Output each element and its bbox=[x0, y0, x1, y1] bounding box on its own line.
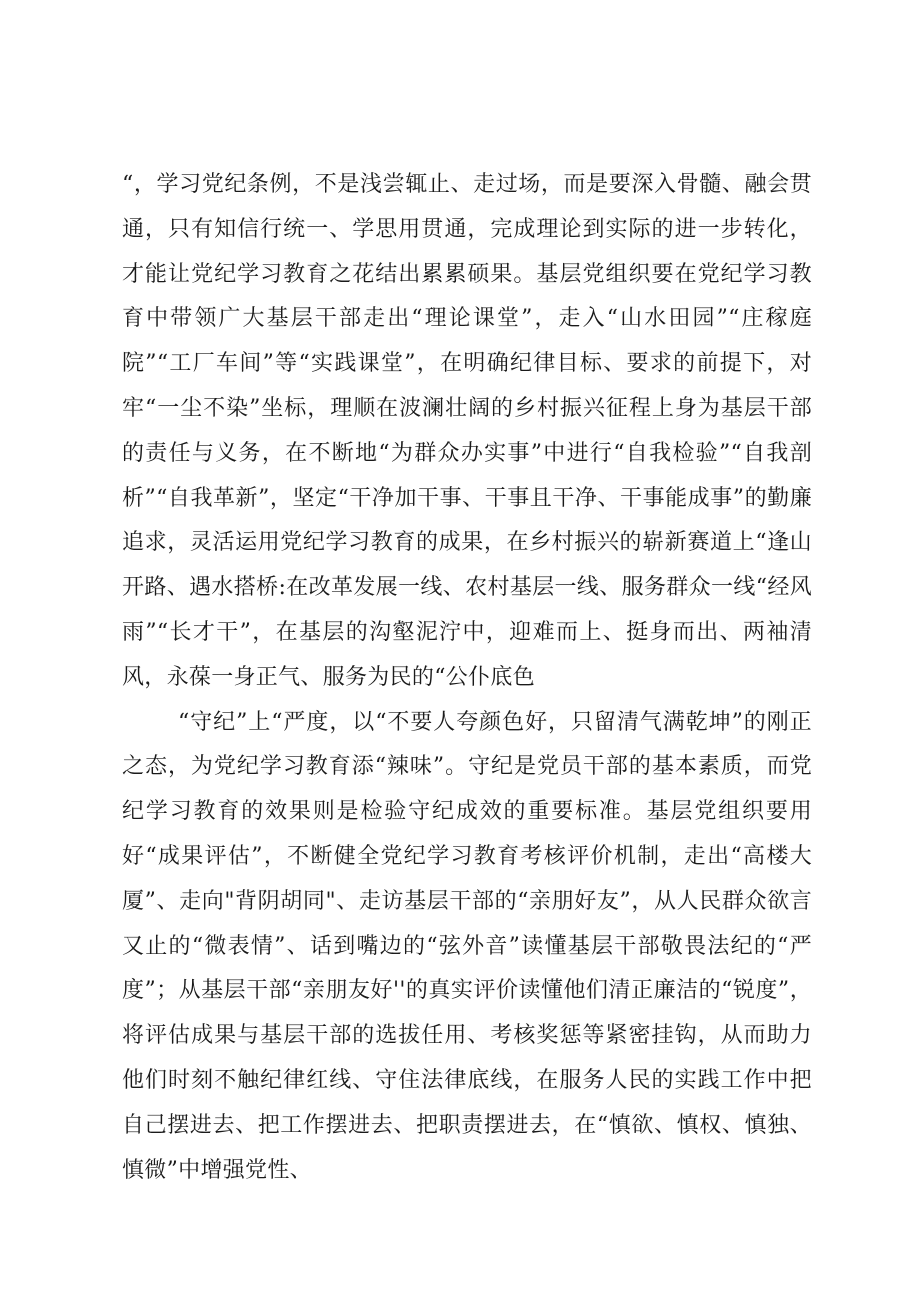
paragraph-2: “守纪”上“严度，以“不要人夸颜色好，只留清气满乾坤”的刚正之态，为党纪学习教育添“辣味”。守纪是党员干部的基本素质，而党纪学习教育的效果则是检验守纪成效的重要标准。基层党组织要用好“成果评估”，不断健全党纪学习教育考核评价机制，走出“高楼大厦”、走向"背阴胡同"、走访基层干部的“亲朋好友”，从人民群众欲言又止的“微表情”、话到嘴边的“弦外音”读懂基层干部敬畏法纪的“严度”；从基层干部“亲朋友好''的真实评价读懂他们清正廉洁的“锐度”，将评估成果与基层干部的选拔任用、考核奖惩等紧密挂钩，从而助力他们时刻不触纪律红线、守住法律底线，在服务人民的实践工作中把自己摆进去、把工作摆进去、把职责摆进去，在“慎欲、慎权、慎独、慎微”中增强党性、 bbox=[122, 709, 812, 1183]
paragraph-1: “，学习党纪条例，不是浅尝辄止、走过场，而是要深入骨髓、融会贯通，只有知信行统一、学思用贯通，完成理论到实际的进一步转化，才能让党纪学习教育之花结出累累硕果。基层党组织要在党纪学习教育中带领广大基层干部走出“理论课堂”，走入“山水田园”“庄稼庭院”“工厂车间”等“实践课堂”，在明确纪律目标、要求的前提下，对牢“一尘不染”坐标，理顺在波澜壮阔的乡村振兴征程上身为基层干部的责任与义务，在不断地“为群众办实事”中进行“自我检验”“自我剖析”“自我革新”，坚定“干净加干事、干事且干净、干事能成事”的勤廉追求，灵活运用党纪学习教育的成果，在乡村振兴的崭新赛道上“逢山开路、遇水搭桥:在改革发展一线、农村基层一线、服务群众一线“经风雨”“长才干”，在基层的沟壑泥泞中，迎难而上、挺身而出、两袖清风，永葆一身正气、服务为民的“公仆底色 bbox=[122, 172, 812, 690]
body-text bbox=[122, 163, 812, 1193]
